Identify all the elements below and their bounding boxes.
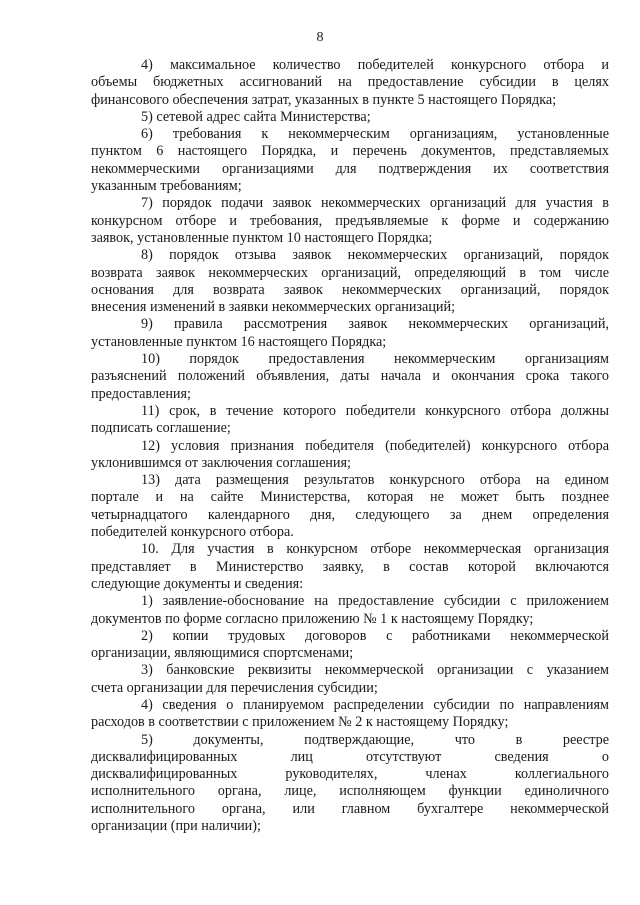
text-line: 8) порядок отзыва заявок некоммерческих организаций, порядок <box>141 247 609 264</box>
paragraph-p8 <box>91 247 609 316</box>
paragraph-s10_3 <box>91 662 609 697</box>
text-line: 6) требования к некоммерческим организациям, установленные <box>141 126 609 143</box>
text-line: заявок, установленные пунктом 10 настоящего Порядка; <box>91 229 433 246</box>
document-body <box>91 57 609 835</box>
text-line: установленные пунктом 16 настоящего Порядка; <box>91 333 387 350</box>
paragraph-p13 <box>91 472 609 541</box>
text-line: 10) порядок предоставления некоммерческим организациям <box>141 351 609 368</box>
paragraph-p12 <box>91 438 609 473</box>
paragraph-p5 <box>91 109 609 126</box>
text-line: исполнительного органа, или главном бухгалтере некоммерческой <box>91 800 609 817</box>
text-line: 1) заявление-обоснование на предоставление субсидии с приложением <box>141 593 609 610</box>
text-line: счета организации для перечисления субсидии; <box>91 679 378 696</box>
paragraph-s10_5 <box>91 732 609 836</box>
text-line: представляет в Министерство заявку, в состав которой включаются <box>91 558 609 575</box>
page-number: 8 <box>316 30 324 45</box>
paragraph-s10_1 <box>91 593 609 628</box>
text-line: 3) банковские реквизиты некоммерческой организации с указанием <box>141 662 609 679</box>
text-line: 13) дата размещения результатов конкурсного отбора на едином <box>141 472 609 489</box>
text-line: 9) правила рассмотрения заявок некоммерческих организаций, <box>141 316 609 333</box>
text-line: 11) срок, в течение которого победители конкурсного отбора должны <box>141 402 609 419</box>
text-line: 5) сетевой адрес сайта Министерства; <box>141 108 371 125</box>
text-line: финансового обеспечения затрат, указанных в пункте 5 настоящего Порядка; <box>91 91 557 108</box>
text-line: организации, являющимися спортсменами; <box>91 645 354 662</box>
text-line: 12) условия признания победителя (победителей) конкурсного отбора <box>141 437 609 454</box>
text-line: 4) максимальное количество победителей конкурсного отбора и <box>141 57 609 73</box>
text-line: следующие документы и сведения: <box>91 575 304 592</box>
text-line: подписать соглашение; <box>91 420 231 437</box>
text-line: предоставления; <box>91 385 191 402</box>
paragraph-p7 <box>91 195 609 247</box>
text-line: указанным требованиям; <box>91 178 242 195</box>
text-line: дисквалифицированных лиц отсутствуют сведения о <box>91 748 609 765</box>
text-line: дисквалифицированных руководителях, членах коллегиального <box>91 766 609 783</box>
text-line: конкурсном отборе и требования, предъявляемые к форме и содержанию <box>91 212 609 229</box>
text-line: пунктом 6 настоящего Порядка, и перечень документов, представляемых <box>91 143 609 160</box>
text-line: возврата заявок некоммерческих организаций, определяющий в том числе <box>91 264 609 281</box>
text-line: 4) сведения о планируемом распределении субсидии по направлениям <box>141 696 609 713</box>
text-line: уклонившимся от заключения соглашения; <box>91 454 351 471</box>
text-line: разъяснений положений объявления, даты начала и окончания срока такого <box>91 368 609 385</box>
paragraph-p10 <box>91 351 609 403</box>
paragraph-s10_2 <box>91 628 609 663</box>
text-line: исполнительного органа, лице, исполняющем функции единоличного <box>91 783 609 800</box>
text-line: 10. Для участия в конкурсном отборе некоммерческая организация <box>141 541 609 558</box>
paragraph-p9 <box>91 316 609 351</box>
text-line: портале и на сайте Министерства, которая не может быть позднее <box>91 489 609 506</box>
text-line: четырнадцатого календарного дня, следующего за днем определения <box>91 506 609 523</box>
text-line: победителей конкурсного отбора. <box>91 524 294 541</box>
paragraph-s10 <box>91 541 609 593</box>
text-line: некоммерческими организациями для подтверждения их соответствия <box>91 160 609 177</box>
paragraph-p11 <box>91 403 609 438</box>
text-line: организации (при наличии); <box>91 818 261 835</box>
text-line: 2) копии трудовых договоров с работниками некоммерческой <box>141 627 609 644</box>
text-line: 7) порядок подачи заявок некоммерческих организаций для участия в <box>141 195 609 212</box>
text-line: внесения изменений в заявки некоммерческих организаций; <box>91 299 456 316</box>
paragraph-p4 <box>91 57 609 109</box>
paragraph-p6 <box>91 126 609 195</box>
paragraph-s10_4 <box>91 697 609 732</box>
text-line: объемы бюджетных ассигнований на предоставление субсидии в целях <box>91 74 609 91</box>
text-line: расходов в соответствии с приложением № 2 к настоящему Порядку; <box>91 714 509 731</box>
text-line: 5) документы, подтверждающие, что в реестре <box>141 731 609 748</box>
text-line: основания для возврата заявок некоммерческих организаций, порядок <box>91 281 609 298</box>
text-line: документов по форме согласно приложению № 1 к настоящему Порядку; <box>91 610 534 627</box>
